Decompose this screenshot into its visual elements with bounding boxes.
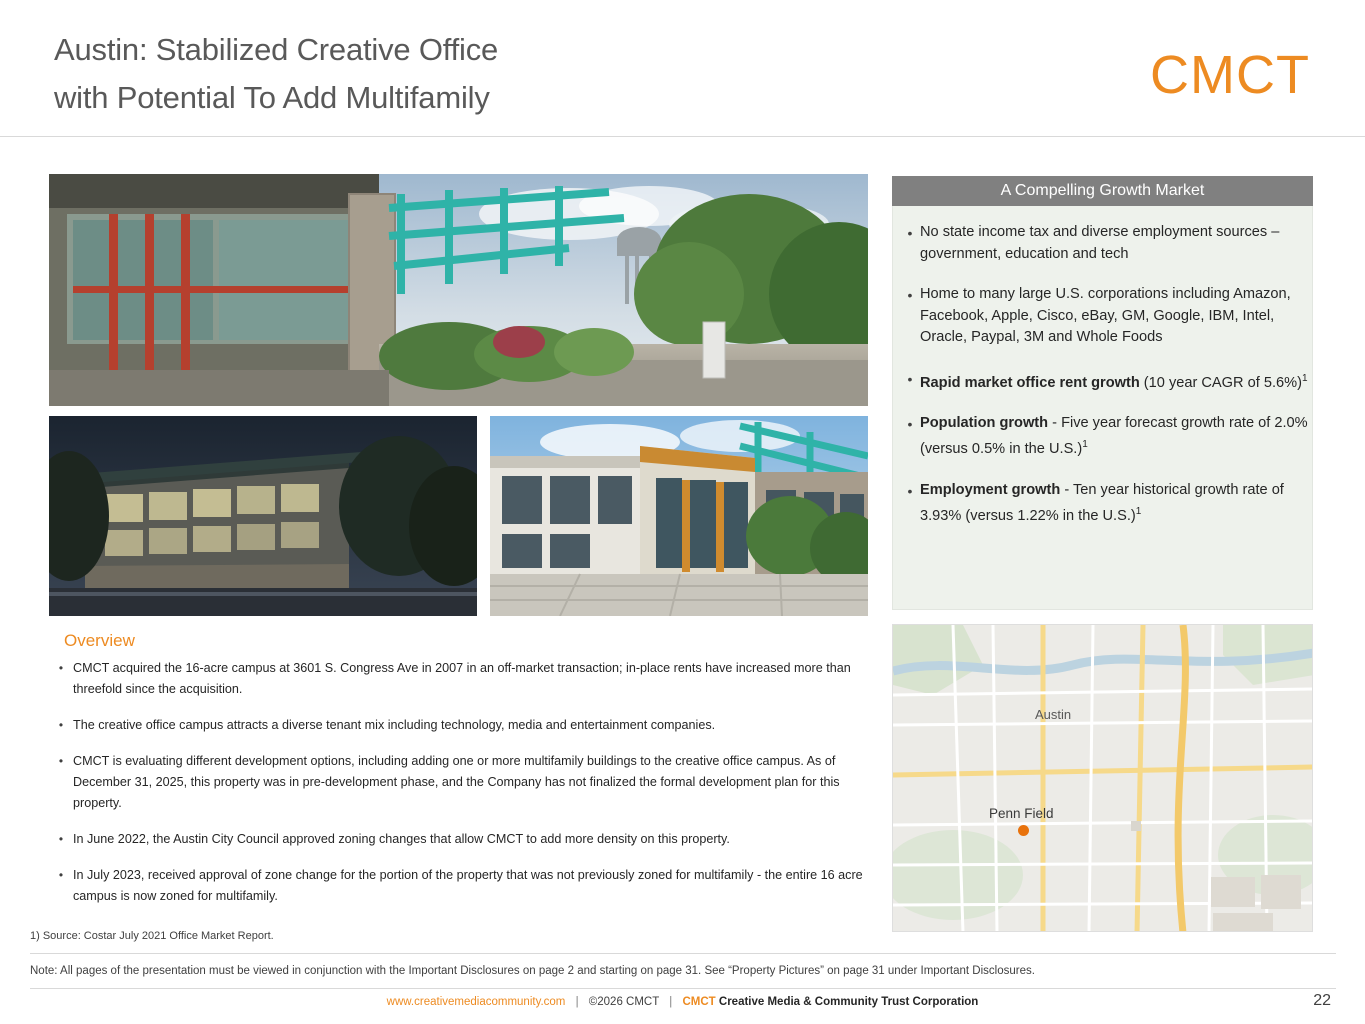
growth-item [920, 284, 1312, 349]
list-item [49, 865, 869, 907]
map-label-city: Austin [1035, 707, 1072, 722]
cmct-logo: CMCT [1150, 45, 1310, 105]
header-divider [0, 136, 1365, 137]
growth-item-text: Home to many large U.S. corporations including Amazon, Facebook, Apple, Cisco, eBay, GM, Google, IBM, Intel, Oracle, Paypal, 3M and Whole Foods [920, 286, 1291, 345]
growth-item [920, 222, 1312, 265]
growth-item [920, 368, 1312, 394]
overview-item-text: CMCT acquired the 16-acre campus at 3601 S. Congress Ave in 2007 in an off-market transaction; in-place rents have increased more than threefold since the acquisition. [73, 661, 851, 696]
list-item [900, 480, 1312, 528]
growth-item [920, 480, 1312, 528]
footer-company-name: Creative Media & Community Trust Corporation [718, 996, 979, 1008]
growth-item-label: Population growth [920, 414, 1049, 431]
overview-item-text: In July 2023, received approval of zone change for the portion of the property that was not previously zoned for multifamily - the entire 16 acre campus is now zoned for multifamily. [73, 868, 863, 903]
footer-separator-2: | [669, 996, 673, 1008]
note-divider [30, 953, 1336, 954]
footer-website-link[interactable]: www.creativemediacommunity.com [386, 996, 566, 1008]
page-title-line-1: Austin: Stabilized Creative Office [54, 32, 499, 67]
growth-item-text: - Five year forecast growth rate of 2.0% (versus 0.5% in the U.S.) [920, 414, 1308, 458]
footer-brand: CMCT [682, 996, 716, 1008]
bullet-icon: • [58, 868, 64, 882]
list-item [49, 829, 869, 850]
bullet-icon: • [907, 225, 913, 241]
bullet-icon: • [907, 370, 913, 387]
source-footnote: 1) Source: Costar July 2021 Office Market Report. [30, 930, 274, 942]
growth-item-label: Employment growth [920, 481, 1061, 498]
footer-bar [0, 996, 1365, 1008]
overview-item-text: CMCT is evaluating different development options, including adding one or more multifamily buildings to the creative office campus. As of December 31, 2025, this property was in pre-development phase, and the Company has not finalized the formal development plan for this property. [73, 754, 840, 810]
list-item [49, 715, 869, 736]
list-item [49, 658, 869, 700]
list-item [49, 751, 869, 814]
location-map[interactable] [892, 624, 1313, 932]
growth-item-text: No state income tax and diverse employment sources – government, education and tech [920, 224, 1280, 262]
map-label-property: Penn Field [989, 806, 1054, 821]
bullet-icon: • [58, 718, 64, 732]
overview-item-text: The creative office campus attracts a diverse tenant mix including technology, media and entertainment companies. [73, 718, 716, 732]
growth-market-list [900, 222, 1312, 547]
slide-header [0, 0, 1365, 136]
map-marker-icon [1018, 825, 1029, 836]
footer-separator-1: | [575, 996, 579, 1008]
list-item [900, 413, 1312, 461]
bullet-icon: • [907, 482, 913, 499]
property-photo-dusk [49, 416, 477, 616]
disclosure-note: Note: All pages of the presentation must be viewed in conjunction with the Important Disclosures on page 2 and starting on page 31. See “Property Pictures” on page 31 under Important Disclosures. [30, 965, 1035, 977]
list-item [900, 368, 1312, 394]
footnote-marker: 1 [1135, 506, 1142, 518]
page-number: 22 [1313, 992, 1331, 1009]
overview-item-text: In June 2022, the Austin City Council approved zoning changes that allow CMCT to add more density on this property. [73, 832, 730, 846]
growth-item [920, 413, 1312, 461]
page-title [54, 26, 814, 122]
bullet-icon: • [907, 287, 913, 303]
page-title-line-2: with Potential To Add Multifamily [54, 80, 490, 115]
bullet-icon: • [58, 832, 64, 846]
footer-divider [30, 988, 1336, 989]
footnote-marker: 1 [1301, 372, 1308, 384]
property-photo-entrance [490, 416, 868, 616]
list-item [900, 284, 1312, 349]
overview-list [49, 658, 869, 922]
bullet-icon: • [58, 661, 64, 675]
growth-item-text: (10 year CAGR of 5.6%) [1139, 374, 1302, 391]
property-photo-main [49, 174, 868, 406]
footnote-marker: 1 [1082, 439, 1088, 451]
growth-market-header: A Compelling Growth Market [892, 176, 1313, 206]
overview-heading: Overview [64, 631, 135, 650]
footer-copyright: ©2026 CMCT [588, 996, 660, 1008]
bullet-icon: • [58, 754, 64, 768]
list-item [900, 222, 1312, 265]
growth-item-text: - Ten year historical growth rate of 3.93% (versus 1.22% in the U.S.) [920, 481, 1284, 525]
bullet-icon: • [907, 415, 913, 432]
growth-item-label: Rapid market office rent growth [920, 374, 1140, 391]
